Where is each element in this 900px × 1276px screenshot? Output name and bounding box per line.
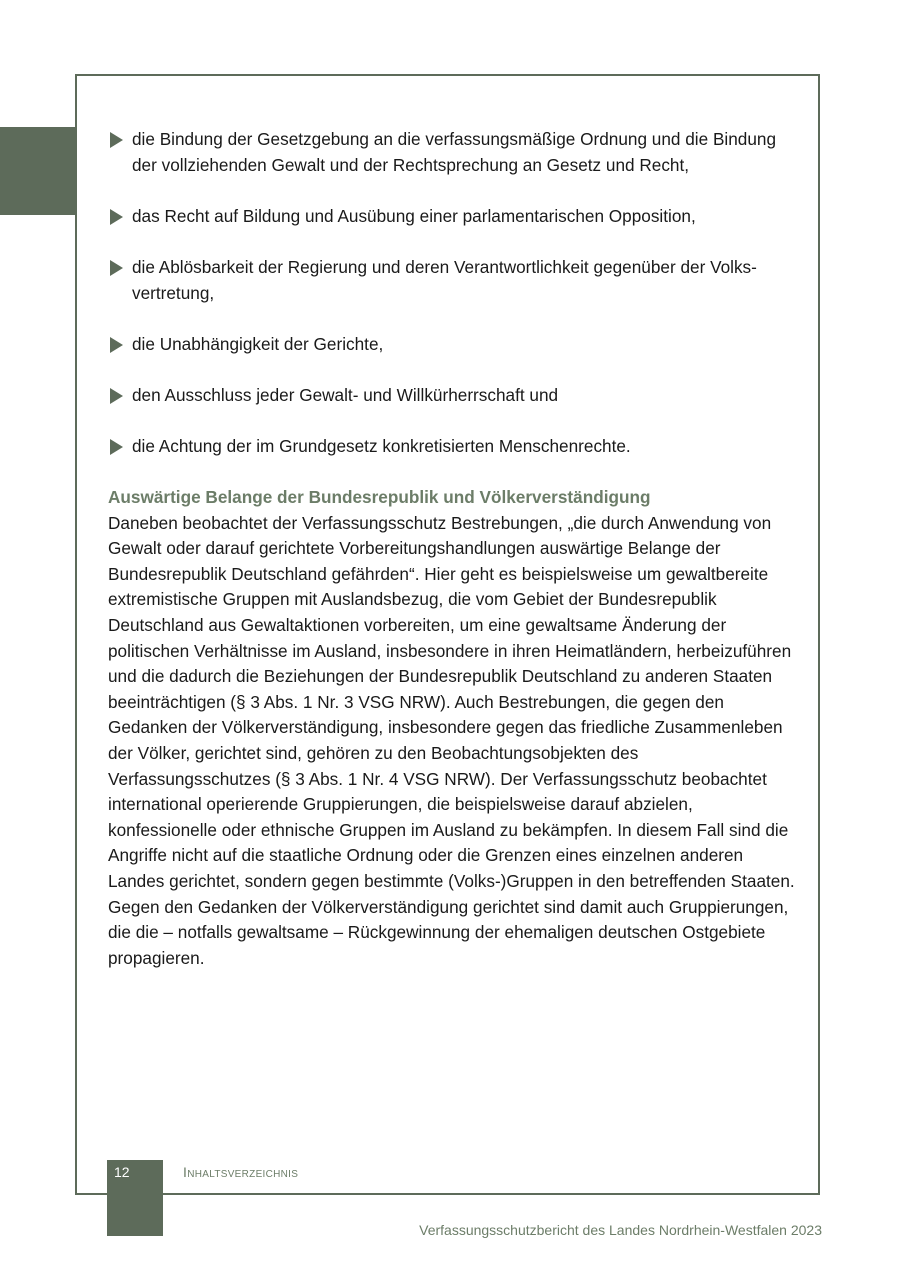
triangle-bullet-icon <box>110 132 123 148</box>
section-heading: Auswärtige Belange der Bundesrepublik und Völkerverständigung <box>108 487 651 507</box>
table-of-contents-link[interactable]: Inhaltsverzeichnis <box>183 1164 299 1180</box>
list-item <box>108 255 798 306</box>
list-item-text: das Recht auf Bildung und Ausübung einer parlamentarischen Opposition, <box>132 205 696 226</box>
triangle-bullet-icon <box>110 388 123 404</box>
list-item-text: die Bindung der Gesetzgebung an die verfassungsmäßige Ordnung und die Bindung der vollziehenden Gewalt und der Rechtsprechung an Gesetz und Recht, <box>132 129 777 175</box>
page-number: 12 <box>114 1164 130 1180</box>
list-item-text: den Ausschluss jeder Gewalt- und Willkürherrschaft und <box>132 384 559 405</box>
bullet-list <box>108 127 798 485</box>
section-foreign-interests <box>108 485 798 971</box>
list-item <box>108 204 798 230</box>
report-title: Verfassungsschutzbericht des Landes Nordrhein-Westfalen 2023 <box>419 1222 822 1238</box>
triangle-bullet-icon <box>110 439 123 455</box>
triangle-bullet-icon <box>110 260 123 276</box>
list-item <box>108 332 798 358</box>
triangle-bullet-icon <box>110 337 123 353</box>
list-item <box>108 127 798 178</box>
side-tab-marker <box>0 127 76 215</box>
list-item-text: die Ablösbarkeit der Regierung und deren Verantwortlichkeit gegenüber der Volks-vertretung, <box>132 256 757 303</box>
list-item-text: die Unabhängigkeit der Gerichte, <box>132 333 384 354</box>
list-item <box>108 383 798 409</box>
section-body: Daneben beobachtet der Verfassungsschutz Bestrebungen, „die durch Anwendung von Gewalt oder darauf gerichtete Vorbereitungshandlungen auswärtige Belange der Bundesrepublik Deutschland gefährden“. Hier geht es beispielsweise um gewaltbereite extremistische Gruppen mit Auslandsbezug, die vom Gebiet der Bundesrepublik Deutschland aus Gewaltaktionen vorbereiten, um eine gewaltsame Änderung der politischen Verhältnisse im Ausland, insbesondere in ihren Heimatländern, herbeizuführen und die dadurch die Beziehungen der Bundesrepublik Deutschland zu anderen Staaten beeinträchtigen (§ 3 Abs. 1 Nr. 3 VSG NRW). Auch Bestrebungen, die gegen den Gedanken der Völkerverständigung, insbesondere gegen das friedliche Zusammenleben der Völker, gerichtet sind, gehören zu den Beobachtungsobjekten des Verfassungsschutzes (§ 3 Abs. 1 Nr. 4 VSG NRW). Der Verfassungsschutz beobachtet international operierende Gruppierungen, die beispielsweise darauf abzielen, konfessionelle oder ethnische Gruppen im Ausland zu bekämpfen. In diesem Fall sind die Angriffe nicht auf die staatliche Ordnung oder die Grenzen eines einzelnen anderen Landes gerichtet, sondern gegen bestimmte (Volks-)Gruppen in den betreffenden Staaten. Gegen den Gedanken der Völkerverständigung gerichtet sind damit auch Gruppierungen, die die – notfalls gewaltsame – Rückgewinnung der ehemaligen deutschen Ostgebiete propagieren. <box>108 512 795 968</box>
list-item <box>108 434 798 460</box>
list-item-text: die Achtung der im Grundgesetz konkretisierten Menschenrechte. <box>132 436 631 457</box>
triangle-bullet-icon <box>110 209 123 225</box>
